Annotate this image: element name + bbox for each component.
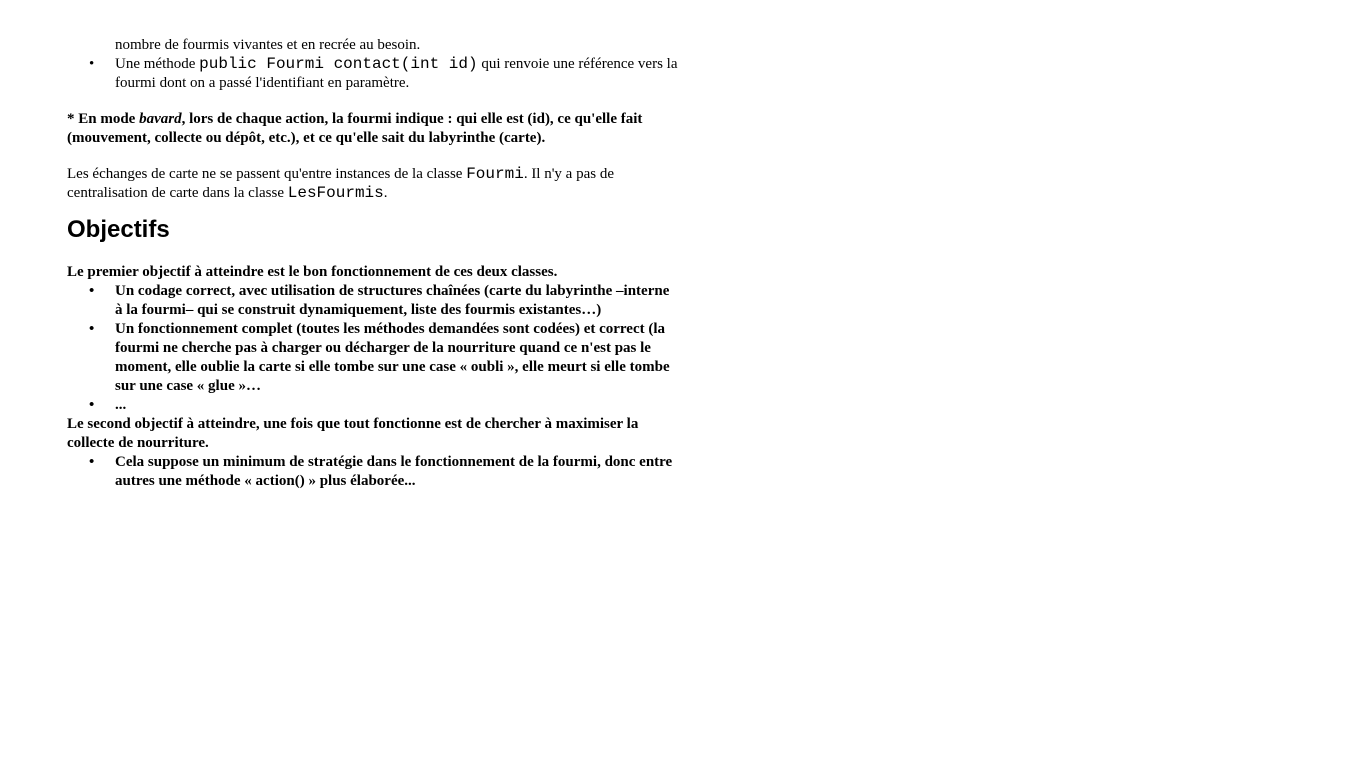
item-line: moment, elle oublie la carte si elle tombe sur une case « oubli », elle meurt si elle tombe xyxy=(115,359,670,375)
item-line: autres une méthode « action() » plus élaborée... xyxy=(115,473,416,489)
bullet-icon: • xyxy=(89,283,95,299)
bavard-italic: bavard xyxy=(139,111,182,127)
list-item xyxy=(67,320,712,396)
bavard-note xyxy=(67,110,712,148)
item-line: fourmi ne cherche pas à charger ou décharger de la nourriture quand ce n'est pas le xyxy=(115,340,651,356)
method-signature-code: public Fourmi contact(int id) xyxy=(199,55,478,73)
continuation-line xyxy=(67,36,712,55)
exchange-part3: centralisation de carte dans la classe xyxy=(67,185,288,201)
exchange-paragraph xyxy=(67,165,712,203)
list-item xyxy=(67,453,712,491)
exchange-part1: Les échanges de carte ne se passent qu'entre instances de la classe xyxy=(67,166,467,182)
exchange-part2: . Il n'y a pas de xyxy=(523,166,614,182)
bullet-icon: • xyxy=(89,397,95,413)
bullet-icon: • xyxy=(89,56,95,72)
list-item xyxy=(67,282,712,320)
bavard-prefix: * En mode xyxy=(67,111,140,127)
bullet-icon: • xyxy=(89,321,95,337)
exchange-part4: . xyxy=(383,185,388,201)
second-objective-line1: Le second objectif à atteindre, une fois que tout fonctionne est de chercher à maximiser la xyxy=(67,416,639,432)
list-item-method xyxy=(67,55,712,93)
second-objective-list xyxy=(67,453,712,491)
exchange-code-fourmi: Fourmi xyxy=(466,165,524,183)
document-page xyxy=(67,36,712,491)
first-objective-text: Le premier objectif à atteindre est le bon fonctionnement de ces deux classes. xyxy=(67,264,558,280)
item-line: à la fourmi– qui se construit dynamiquement, liste des fourmis existantes…) xyxy=(115,302,602,318)
item-line: Cela suppose un minimum de stratégie dans le fonctionnement de la fourmi, donc entre xyxy=(115,454,673,470)
second-objective-line2: collecte de nourriture. xyxy=(67,435,209,451)
objectifs-heading: Objectifs xyxy=(67,216,170,243)
item-line: sur une case « glue »… xyxy=(115,378,261,394)
method-prefix: Une méthode xyxy=(115,56,200,72)
second-objective xyxy=(67,415,712,453)
method-suffix: qui renvoie une référence vers la xyxy=(477,56,678,72)
method-line2: fourmi dont on a passé l'identifiant en paramètre. xyxy=(115,75,410,91)
list-item xyxy=(67,396,712,415)
item-line: Un fonctionnement complet (toutes les méthodes demandées sont codées) et correct (la xyxy=(115,321,666,337)
continuation-text: nombre de fourmis vivantes et en recrée au besoin. xyxy=(115,37,421,53)
bavard-line2: (mouvement, collecte ou dépôt, etc.), et ce qu'elle sait du labyrinthe (carte). xyxy=(67,130,546,146)
item-line: ... xyxy=(115,397,127,413)
first-objective xyxy=(67,263,712,282)
bavard-line1-rest: , lors de chaque action, la fourmi indique : qui elle est (id), ce qu'elle fait xyxy=(181,111,643,127)
first-objective-list xyxy=(67,282,712,415)
method-list xyxy=(67,55,712,93)
item-line: Un codage correct, avec utilisation de structures chaînées (carte du labyrinthe –interne xyxy=(115,283,670,299)
exchange-code-lesfourmis: LesFourmis xyxy=(287,184,384,202)
bullet-icon: • xyxy=(89,454,95,470)
